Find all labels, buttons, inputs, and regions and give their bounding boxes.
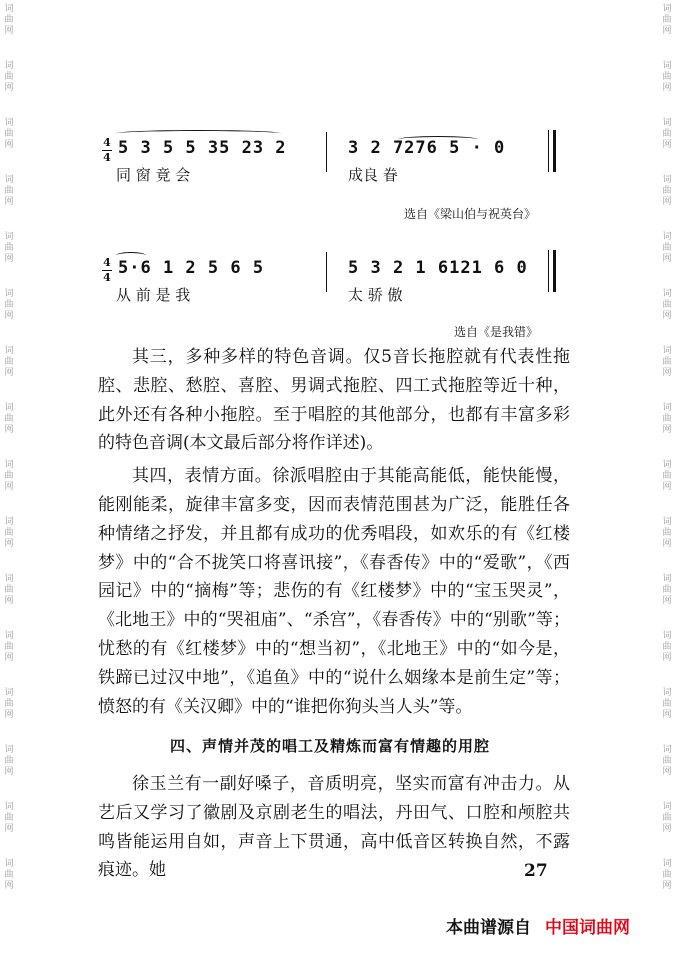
lyrics-measure-2: 成良 眷	[348, 166, 398, 184]
watermark-char: 网	[4, 767, 14, 777]
time-signature	[102, 256, 112, 285]
watermark-unit	[662, 745, 671, 778]
notes-measure-1: 5 3 5 5 35 23 2	[118, 138, 287, 158]
watermark-unit	[4, 403, 13, 436]
watermark-char: 曲	[4, 243, 14, 253]
watermark-char: 网	[662, 539, 672, 549]
watermark-char: 词	[4, 574, 14, 584]
watermark-char: 曲	[4, 414, 14, 424]
watermark-char: 词	[662, 4, 672, 14]
watermark-unit	[4, 517, 13, 550]
watermark-char: 网	[662, 311, 672, 321]
watermark-unit	[4, 631, 13, 664]
watermark-unit	[4, 289, 13, 322]
final-barline	[548, 250, 556, 292]
watermark-char: 曲	[4, 300, 14, 310]
barline	[326, 132, 327, 172]
watermark-char: 曲	[662, 186, 672, 196]
watermark-char: 词	[4, 289, 14, 299]
time-signature	[102, 136, 112, 165]
watermark-char: 网	[4, 653, 14, 663]
watermark-char: 词	[4, 403, 14, 413]
watermark-unit	[4, 574, 13, 607]
watermark-char: 词	[662, 745, 672, 755]
watermark-char: 网	[4, 824, 14, 834]
watermark-char: 网	[4, 368, 14, 378]
watermark-unit	[662, 346, 671, 379]
watermark-char: 词	[4, 688, 14, 698]
watermark-unit	[662, 631, 671, 664]
watermark-char: 网	[4, 254, 14, 264]
watermark-char: 网	[662, 254, 672, 264]
watermark-char: 曲	[4, 813, 14, 823]
watermark-char: 曲	[4, 15, 14, 25]
watermark-char: 曲	[662, 72, 672, 82]
time-sig-top: 4	[103, 256, 111, 269]
watermark-char: 词	[4, 118, 14, 128]
final-barline	[548, 130, 556, 172]
paragraph-1: 其三，多种多样的特色音调。仅5音长拖腔就有代表性拖腔、悲腔、愁腔、喜腔、男调式拖腔、四工式拖腔等近十种，此外还有各种小拖腔。至于唱腔的其他部分，也都有丰富多彩的特色音调(本文最后部分将作详述)。	[98, 347, 570, 454]
watermark-unit	[4, 346, 13, 379]
body-text-2	[98, 770, 570, 885]
watermark-char: 词	[4, 232, 14, 242]
watermark-unit	[662, 175, 671, 208]
watermark-char: 网	[662, 197, 672, 207]
right-watermark	[660, 0, 674, 964]
watermark-char: 网	[662, 824, 672, 834]
score-row-1	[98, 126, 568, 216]
watermark-char: 网	[662, 653, 672, 663]
watermark-char: 词	[662, 631, 672, 641]
watermark-char: 词	[4, 802, 14, 812]
paragraph-2: 其四，表情方面。徐派唱腔由于其能高能低，能快能慢，能刚能柔，旋律丰富多变，因而表情范围甚为广泛，能胜任各种情绪之抒发，并且都有成功的优秀唱段，如欢乐的有《红楼梦》中的“合不拢笑口将喜讯接”，《春香传》中的“爱歌”，《西园记》中的“摘梅”等；悲伤的有《红楼梦》中的“宝玉哭灵”，《北地王》中的“哭祖庙”、“杀宫”，《春香传》中的“别歌”等；忧愁的有《红楼梦》中的“想当初”，《北地王》中的“如今是，铁蹄已过汉中地”，《追鱼》中的“说什么姻缘本是前生定”等；愤怒的有《关汉卿》中的“谁把你狗头当人头”等。	[98, 466, 570, 717]
watermark-char: 词	[662, 118, 672, 128]
watermark-char: 曲	[662, 870, 672, 880]
watermark-char: 词	[662, 175, 672, 185]
watermark-char: 曲	[662, 414, 672, 424]
watermark-char: 曲	[662, 129, 672, 139]
watermark-unit	[4, 745, 13, 778]
source-note-2: 选自《是我错》	[454, 325, 539, 339]
watermark-char: 词	[662, 346, 672, 356]
watermark-char: 词	[4, 631, 14, 641]
watermark-char: 词	[4, 346, 14, 356]
watermark-unit	[4, 859, 13, 892]
watermark-char: 词	[4, 4, 14, 14]
watermark-char: 词	[662, 802, 672, 812]
watermark-unit	[662, 61, 671, 94]
watermark-unit	[662, 460, 671, 493]
watermark-char: 曲	[662, 642, 672, 652]
watermark-char: 曲	[662, 243, 672, 253]
watermark-char: 网	[662, 140, 672, 150]
lyrics-measure-4: 太 骄 傲	[348, 286, 403, 304]
watermark-char: 网	[662, 26, 672, 36]
watermark-unit	[662, 574, 671, 607]
watermark-unit	[4, 688, 13, 721]
watermark-char: 网	[4, 140, 14, 150]
watermark-char: 词	[662, 460, 672, 470]
watermark-char: 词	[662, 859, 672, 869]
watermark-char: 曲	[4, 471, 14, 481]
watermark-char: 网	[662, 425, 672, 435]
watermark-char: 网	[4, 710, 14, 720]
watermark-char: 网	[4, 596, 14, 606]
watermark-unit	[662, 517, 671, 550]
notes-measure-3: 5·6 1 2 5 6 5	[118, 258, 265, 278]
watermark-char: 词	[662, 517, 672, 527]
watermark-unit	[4, 232, 13, 265]
watermark-char: 曲	[4, 357, 14, 367]
body-text	[98, 343, 570, 721]
watermark-unit	[662, 118, 671, 151]
watermark-char: 网	[4, 311, 14, 321]
page-number: 27	[524, 861, 548, 881]
watermark-unit	[4, 175, 13, 208]
watermark-char: 网	[662, 596, 672, 606]
watermark-unit	[662, 403, 671, 436]
watermark-char: 曲	[662, 813, 672, 823]
watermark-unit	[662, 859, 671, 892]
watermark-char: 网	[662, 83, 672, 93]
watermark-char: 词	[4, 175, 14, 185]
watermark-char: 网	[662, 710, 672, 720]
time-sig-bottom: 4	[103, 151, 111, 164]
watermark-char: 词	[662, 574, 672, 584]
watermark-char: 网	[662, 368, 672, 378]
source-note-1: 选自《梁山伯与祝英台》	[404, 207, 537, 221]
watermark-unit	[662, 688, 671, 721]
left-watermark	[2, 0, 16, 964]
watermark-unit	[4, 61, 13, 94]
watermark-unit	[662, 4, 671, 37]
watermark-char: 词	[4, 61, 14, 71]
source-footer	[446, 913, 630, 938]
footer-label: 本曲谱源自	[446, 918, 531, 938]
watermark-char: 曲	[662, 528, 672, 538]
watermark-char: 词	[4, 517, 14, 527]
watermark-char: 曲	[4, 642, 14, 652]
barline	[326, 252, 327, 292]
footer-site-link[interactable]: 中国词曲网	[545, 918, 630, 938]
watermark-char: 词	[4, 460, 14, 470]
watermark-char: 网	[4, 197, 14, 207]
watermark-unit	[4, 802, 13, 835]
notes-measure-2: 3 2 7276 5 · 0	[348, 138, 506, 158]
watermark-char: 词	[662, 688, 672, 698]
watermark-char: 词	[662, 61, 672, 71]
watermark-char: 词	[662, 403, 672, 413]
watermark-unit	[662, 289, 671, 322]
paragraph-3: 徐玉兰有一副好嗓子，音质明亮，坚实而富有冲击力。从艺后又学习了徽剧及京剧老生的唱法，丹田气、口腔和颅腔共鸣皆能运用自如，声音上下贯通，高中低音区转换自然，不露痕迹。她	[98, 774, 570, 881]
watermark-char: 网	[662, 767, 672, 777]
watermark-char: 网	[4, 425, 14, 435]
watermark-char: 网	[4, 539, 14, 549]
watermark-char: 曲	[4, 186, 14, 196]
watermark-char: 曲	[662, 15, 672, 25]
watermark-char: 网	[662, 482, 672, 492]
lyrics-measure-3: 从 前 是 我	[116, 286, 191, 304]
time-sig-top: 4	[103, 136, 111, 149]
watermark-char: 曲	[662, 699, 672, 709]
watermark-unit	[4, 460, 13, 493]
watermark-char: 曲	[4, 72, 14, 82]
watermark-unit	[662, 232, 671, 265]
watermark-unit	[4, 118, 13, 151]
section-heading: 四、声情并茂的唱工及精炼而富有情趣的用腔	[170, 737, 491, 755]
watermark-char: 曲	[662, 471, 672, 481]
watermark-char: 词	[662, 289, 672, 299]
notes-measure-4: 5 3 2 1 6121 6 0	[348, 258, 528, 278]
watermark-char: 网	[4, 881, 14, 891]
watermark-char: 曲	[4, 756, 14, 766]
watermark-char: 曲	[662, 300, 672, 310]
watermark-char: 曲	[662, 585, 672, 595]
watermark-char: 网	[4, 83, 14, 93]
watermark-char: 曲	[662, 357, 672, 367]
watermark-char: 词	[4, 859, 14, 869]
watermark-char: 词	[662, 232, 672, 242]
watermark-char: 网	[4, 26, 14, 36]
watermark-char: 曲	[4, 528, 14, 538]
watermark-unit	[4, 4, 13, 37]
watermark-char: 曲	[662, 756, 672, 766]
watermark-char: 曲	[4, 870, 14, 880]
watermark-char: 词	[4, 745, 14, 755]
watermark-char: 网	[4, 482, 14, 492]
watermark-char: 曲	[4, 129, 14, 139]
watermark-char: 曲	[4, 585, 14, 595]
watermark-char: 网	[662, 881, 672, 891]
lyrics-measure-1: 同 窗 竟 会	[116, 166, 191, 184]
watermark-char: 曲	[4, 699, 14, 709]
watermark-unit	[662, 802, 671, 835]
time-sig-bottom: 4	[103, 271, 111, 284]
